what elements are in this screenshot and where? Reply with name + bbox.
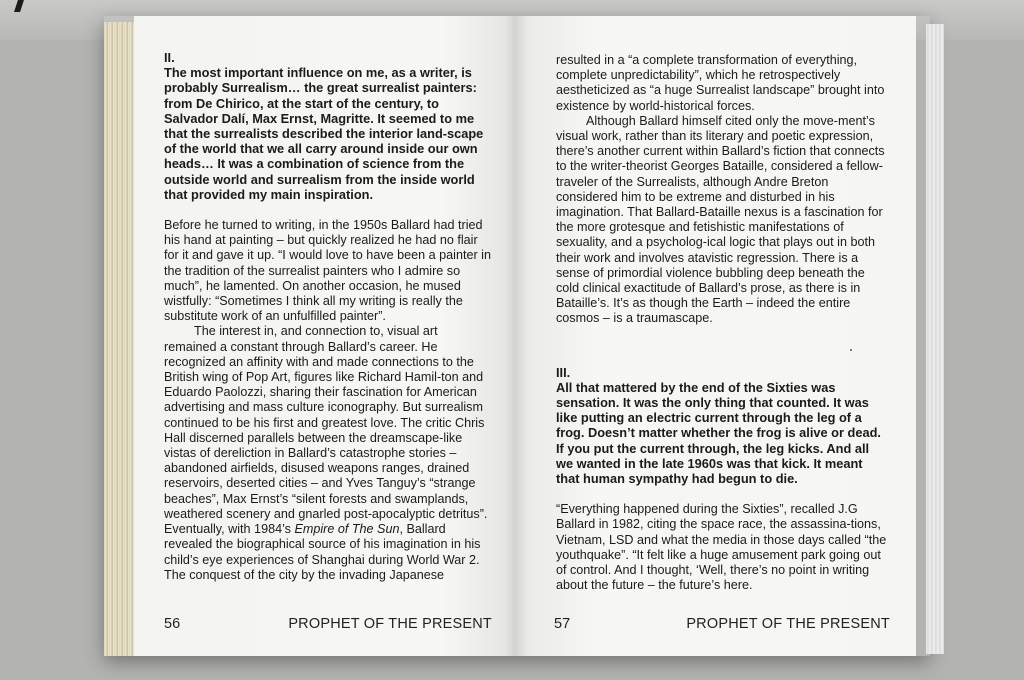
spacer [556,486,888,502]
paragraph-text: The interest in, and connection to, visual art remained a constant through Ballard’s career. He recognized an affinity with and made connections to the British wing of Pop Art, figures like Richard Hamil-ton and Eduardo Paolozzi, sharing their fascination for American advertising and mass culture iconography. But surrealism continued to be his first and greatest love. The critic Chris Hall discerned parallels between the dreamscape-like vistas of dereliction in Ballard’s catastrophe stories – abandoned airfields, disused weapons ranges, drained reservoirs, deserted cities – and Yves Tanguy’s “strange beaches”, Max Ernst’s “silent forests and swamplands, weathered scenery and gnarled post-apocalyptic detritus”. Eventually, with 1984’s [164,324,488,537]
running-head: PROPHET OF THE PRESENT [686,616,890,632]
left-page-body [164,50,492,583]
section-number: III. [556,364,571,380]
pull-quote: All that mattered by the end of the Sixties was sensation. It was the only thing that counted. It was like putting an electric current through the leg of a frog. Doesn’t matter whether the frog is alive or dead. If you put the current through, the leg kicks. And all we wanted in the late 1960s was that kick. It meant that human sympathy had begun to die. [556,379,881,487]
ink-speck [850,349,852,351]
page-edges-right [926,24,944,654]
book-title: Empire of The Sun [294,522,400,537]
page-number: 56 [164,616,181,632]
open-book [104,16,930,656]
body-paragraph: Before he turned to writing, in the 1950s Ballard had tried his hand at painting – but quickly realized he had no flair for it and gave it up. “I would love to have been a painter in the tradition of the surrealist painters who I admire so much”, he lamented. On another occasion, he mused wistfully: “Sometimes I think all my writing is really the substitute work of an unfulfilled painter”. [164,218,491,324]
left-page [134,16,516,656]
running-head: PROPHET OF THE PRESENT [288,616,492,632]
pull-quote: The most important influence on me, as a writer, is probably Surrealism… the great surrealist painters: from De Chirico, at the start of the century, to Salvador Dalí, Max Ernst, Magritte. It seemed to me that the surrealists described the interior land-scape of the world that we all carry around inside our own heads… It was a combination of science from the outside world and surrealism from the inside world that provided my main inspiration. [164,65,484,202]
right-page-body [556,53,888,594]
paragraph-text: , Ballard revealed the biographical source of his imagination in his child’s eye experiences of Shanghai during World War 2. The conquest of the city by the invading Japanese [164,522,481,582]
body-paragraph [164,324,492,582]
spacer [556,327,888,365]
body-paragraph: resulted in a “a complete transformation of everything, complete unpredictability”, which he retrospectively aestheticized as “a huge Surrealist landscape” brought into existence by world-historical forces. [556,53,885,113]
page-number: 57 [554,616,571,632]
right-page [516,16,916,656]
body-paragraph: “Everything happened during the Sixties”, recalled J.G Ballard in 1982, citing the space race, the assassina-tions, Vietnam, LSD and what the media in those days called “the youthquake”. “It felt like a huge amusement park going out of control. And I thought, ‘Well, there’s no point in writing about the future – the future’s here. [556,502,887,593]
body-paragraph: Although Ballard himself cited only the move-ment’s visual work, rather than its literary and poetic expression, there’s another current within Ballard’s fiction that connects to the writer-theorist Georges Bataille, considered a fellow-traveler of the Surrealists, although Andre Breton considered him to be extreme and disturbed in his imagination. That Ballard-Bataille nexus is a fascination for the more grotesque and fetishistic manifestations of sexuality, and a psycholog-ical logic that plays out in both their work and involves atavistic regression. There is a sense of primordial violence bubbling deep beneath the cold clinical exactitude of Ballard’s prose, as there is in Bataille’s. It’s as though the Earth – indeed the entire cosmos – is a traumascape. [556,113,885,326]
spacer [164,202,492,218]
section-number: II. [164,50,175,65]
